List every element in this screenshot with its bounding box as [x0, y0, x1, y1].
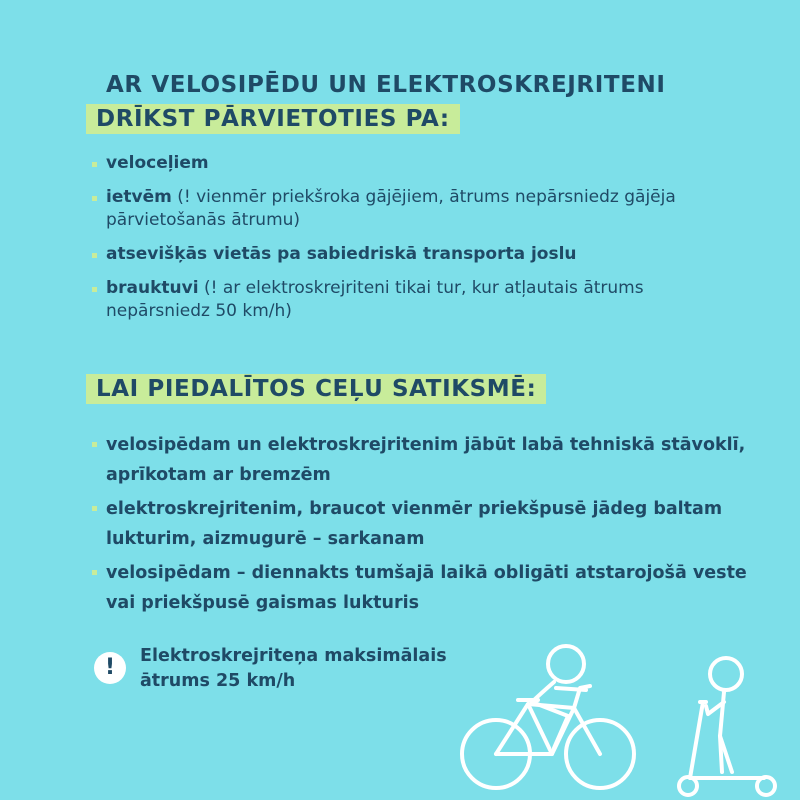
bullet [92, 570, 97, 575]
bullet [92, 287, 97, 292]
bullet [92, 196, 97, 201]
exclamation-icon: ! [94, 652, 126, 684]
item-bold: ietvēm [106, 187, 172, 207]
list-item [92, 243, 692, 266]
list-item [92, 494, 752, 554]
bullet [92, 442, 97, 447]
bullet [92, 506, 97, 511]
section1-heading-line1: AR VELOSIPĒDU UN ELEKTROSKREJRITENI [106, 72, 666, 98]
list-item [92, 186, 692, 232]
requirements-list [92, 430, 752, 622]
heading-highlight: LAI PIEDALĪTOS CEĻU SATIKSMĒ: [86, 374, 546, 404]
item-text: velosipēdam un elektroskrejritenim jābūt labā tehniskā stāvoklī, aprīkotam ar bremzēm [106, 435, 746, 485]
item-bold: brauktuvi [106, 278, 199, 298]
list-item [92, 430, 752, 490]
bullet [92, 253, 97, 258]
list-item [92, 277, 692, 323]
bullet [92, 162, 97, 167]
item-text: elektroskrejritenim, braucot vienmēr priekšpusē jādeg baltam lukturim, aizmugurē – sarkanam [106, 499, 723, 549]
list-item [92, 152, 692, 175]
item-text: velosipēdam – diennakts tumšajā laikā obligāti atstarojošā veste vai priekšpusē gaismas lukturis [106, 563, 747, 613]
cyclist-icon [458, 642, 638, 800]
item-bold: atsevišķās vietās pa sabiedriskā transporta joslu [106, 244, 577, 264]
item-bold: veloceļiem [106, 153, 209, 173]
section2-heading [96, 374, 546, 404]
item-rest: (! ar elektroskrejriteni tikai tur, kur atļautais ātrums nepārsniedz 50 km/h) [106, 278, 644, 321]
allowed-routes-list [92, 152, 692, 334]
scooter-rider-icon [670, 652, 780, 800]
section1-heading-line2 [96, 104, 460, 134]
list-item [92, 558, 752, 618]
heading-highlight: DRĪKST PĀRVIETOTIES PA: [86, 104, 460, 134]
max-speed-note: Elektroskrejriteņa maksimālais ātrums 25 km/h [140, 646, 447, 691]
item-rest: (! vienmēr priekšroka gājējiem, ātrums nepārsniedz gājēja pārvietošanās ātrumu) [106, 187, 676, 230]
